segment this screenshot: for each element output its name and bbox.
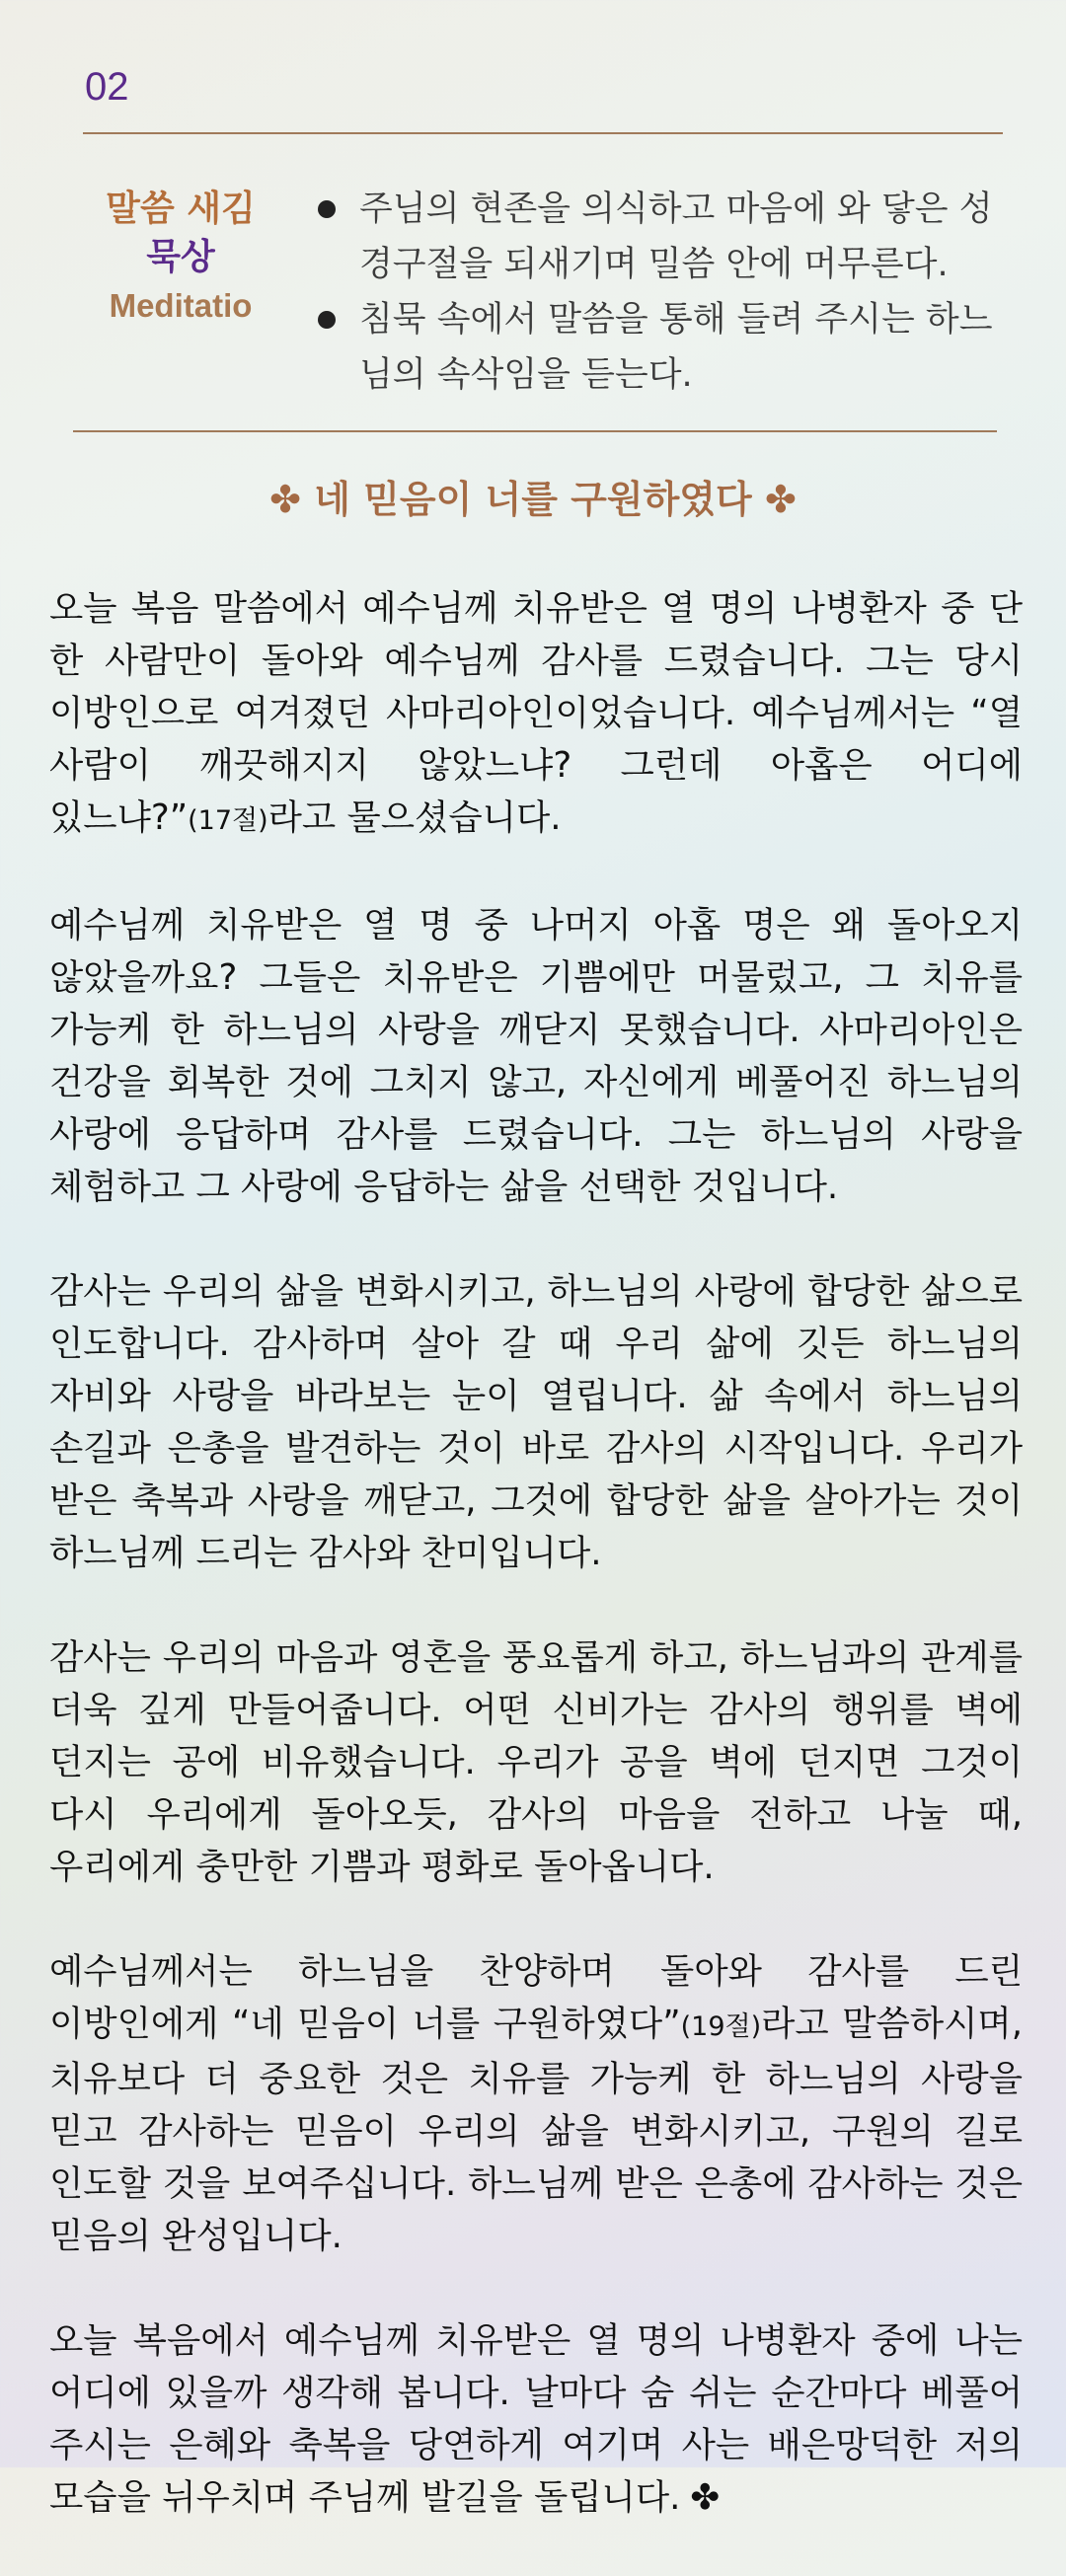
page-number: 02 xyxy=(85,65,129,109)
paragraph xyxy=(49,582,1023,847)
paragraph xyxy=(49,2314,1023,2524)
paragraph xyxy=(49,1265,1023,1579)
instruction-list xyxy=(314,182,1015,403)
paragraph-text: 예수님께 치유받은 열 명 중 나머지 아홉 명은 왜 돌아오지 않았을까요? 그들은 치유받은 기쁨에만 머물렀고, 그 치유를 가능케 한 하느님의 사랑을 깨닫지 못했습니다. 사마리아인은 건강을 회복한 것에 그치지 않고, 자신에게 베풀어진 하느님의 사랑에 응답하며 감사를 드렸습니다. 그는 하느님의 사랑을 체험하고 그 사랑에 응답하는 삶을 선택한 것입니다. xyxy=(49,905,1023,1207)
instruction-text: 침묵 속에서 말씀을 통해 들려 주시는 하느님의 속삭임을 듣는다. xyxy=(359,300,993,395)
clover-ornament-icon: ✤ xyxy=(764,478,797,521)
paragraph xyxy=(49,1631,1023,1893)
paragraph-text: 감사는 우리의 삶을 변화시키고, 하느님의 사랑에 합당한 삶으로 인도합니다. 감사하며 살아 갈 때 우리 삶에 깃든 하느님의 자비와 사랑을 바라보는 눈이 열립니다. 삶 속에서 하느님의 손길과 은총을 발견하는 것이 바로 감사의 시작입니다. 우리가 받은 축복과 사랑을 깨닫고, 그것에 합당한 삶을 살아가는 것이 하느님께 드리는 감사와 찬미입니다. xyxy=(49,1271,1023,1573)
paragraph-text: 오늘 복음에서 예수님께 치유받은 열 명의 나병환자 중에 나는 어디에 있을까 생각해 봅니다. 날마다 숨 쉬는 순간마다 베풀어 주시는 은혜와 축복을 당연하게 여기며 사는 배은망덕한 저의 모습을 뉘우치며 주님께 발길을 돌립니다. xyxy=(49,2320,1023,2518)
section-label-korean: 말씀 새김 xyxy=(106,189,256,229)
instruction-text: 주님의 현존을 의식하고 마음에 와 닿은 성경구절을 되새기며 밀씀 안에 머무른다. xyxy=(359,189,993,284)
verse-reference: (17절) xyxy=(188,805,268,836)
paragraph-text-tail: 라고 물으셨습니다. xyxy=(267,797,562,838)
clover-end-icon: ✤ xyxy=(690,2477,721,2518)
verse-reference: (19절) xyxy=(680,2011,762,2042)
section-label-latin: Meditatio xyxy=(109,287,253,324)
paragraph xyxy=(49,899,1023,1213)
top-divider xyxy=(83,132,1003,134)
section-label-subtitle: 묵상 xyxy=(146,237,215,277)
bullet-icon xyxy=(318,311,336,329)
paragraph-text: 오늘 복음 말씀에서 예수님께 치유받은 열 명의 나병환자 중 단 한 사람만이 돌아와 예수님께 감사를 드렸습니다. 그는 당시 이방인으로 여겨졌던 사마리아인이었습니다. 예수님께서는 “열 사람이 깨끗해지지 않았느냐? 그런데 아홉은 어디에 있느냐?” xyxy=(49,588,1023,838)
paragraph-text: 감사는 우리의 마음과 영혼을 풍요롭게 하고, 하느님과의 관계를 더욱 깊게 만들어줍니다. 어떤 신비가는 감사의 행위를 벽에 던지는 공에 비유했습니다. 우리가 공을 벽에 던지면 그것이 다시 우리에게 돌아오듯, 감사의 마음을 전하고 나눌 때, 우리에게 충만한 기쁨과 평화로 돌아옵니다. xyxy=(49,1637,1023,1887)
reflection-title xyxy=(0,474,1066,525)
instruction-item xyxy=(314,292,1015,403)
bullet-icon xyxy=(318,200,336,218)
reflection-title-text: 네 믿음이 너를 구원하였다 xyxy=(314,478,752,521)
reflection-body xyxy=(49,582,1023,2576)
clover-ornament-icon: ✤ xyxy=(269,478,302,521)
section-divider xyxy=(73,430,997,432)
paragraph xyxy=(49,1945,1023,2262)
section-label xyxy=(73,186,288,330)
paragraph-text-tail: 라고 말씀하시며, 치유보다 더 중요한 것은 치유를 가능케 한 하느님의 사랑을 믿고 감사하는 믿음이 우리의 삶을 변화시키고, 구원의 길로 인도할 것을 보여주십니다. 하느님께 받은 은총에 감사하는 것은 믿음의 완성입니다. xyxy=(49,2004,1023,2256)
instruction-item xyxy=(314,182,1015,292)
paragraph-text: 예수님께서는 하느님을 찬양하며 돌아와 감사를 드린 이방인에게 “네 믿음이 너를 구원하였다” xyxy=(49,1951,1023,2044)
